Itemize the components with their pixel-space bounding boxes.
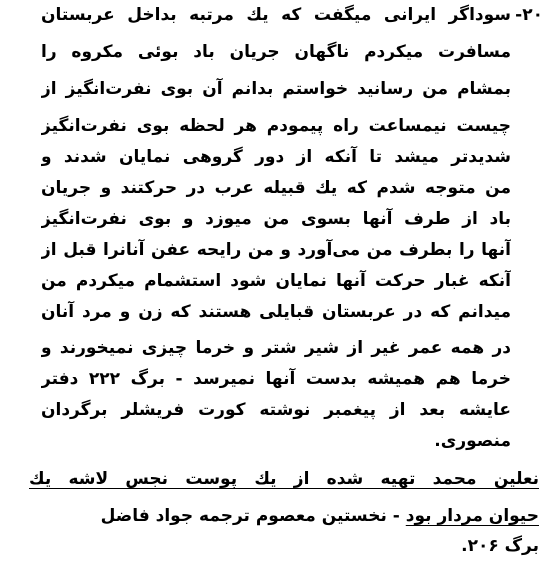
text-line: در همه عمر غیر از شیر شتر و خرما چیزی نمیخورند و bbox=[41, 338, 511, 358]
text-line: آنکه غبار حرکت آنها نمایان شود استشمام میکردم من bbox=[41, 271, 511, 291]
text-line: شدیدتر میشد تا آنکه از دور گروهی نمایان شدند و bbox=[41, 147, 511, 167]
text-line: منصوری. bbox=[434, 431, 511, 451]
underlined-phrase: حیوان مردار بود bbox=[405, 506, 539, 526]
text-line: خرما هم همیشه بدست آنها نمیرسد - برگ ۲۲۲ دفتر bbox=[41, 369, 511, 389]
item-number: ٢٠- bbox=[515, 5, 543, 25]
text-line: بمشام من رسانید خواستم بدانم آن بوی نفرت‌انگیز از bbox=[41, 79, 511, 99]
text-line: مسافرت میکردم ناگهان جریان باد بوئی مکروه را bbox=[41, 42, 511, 62]
text-line: باد از طرف آنها بسوی من میوزد و بوی نفرت‌انگیز bbox=[41, 209, 511, 229]
text-line: برگ ۲۰۶. bbox=[461, 536, 539, 556]
text-line bbox=[29, 505, 539, 527]
text-line: میدانم که در عربستان قبایلی هستند که زن و مرد آنان bbox=[41, 302, 511, 322]
text-line: آنها را بطرف من می‌آورد و من رایحه عفن آنانرا قبل از bbox=[41, 240, 511, 260]
text-line: چیست نیمساعت راه پیمودم هر لحظه بوی نفرت‌انگیز bbox=[41, 116, 511, 136]
source-citation: - نخستین معصوم ترجمه جواد فاضل bbox=[100, 506, 406, 526]
text-line: من متوجه شدم که یك قبیله عرب در حرکتند و جریان bbox=[41, 178, 511, 198]
text-line: نعلین محمد تهیه شده از یك پوست نجس لاشه یك bbox=[29, 469, 539, 489]
text-line: عایشه بعد از پیغمبر نوشته کورت فریشلر برگردان bbox=[41, 400, 511, 420]
text-line: سوداگر ایرانی میگفت که یك مرتبه بداخل عربستان bbox=[41, 5, 511, 25]
